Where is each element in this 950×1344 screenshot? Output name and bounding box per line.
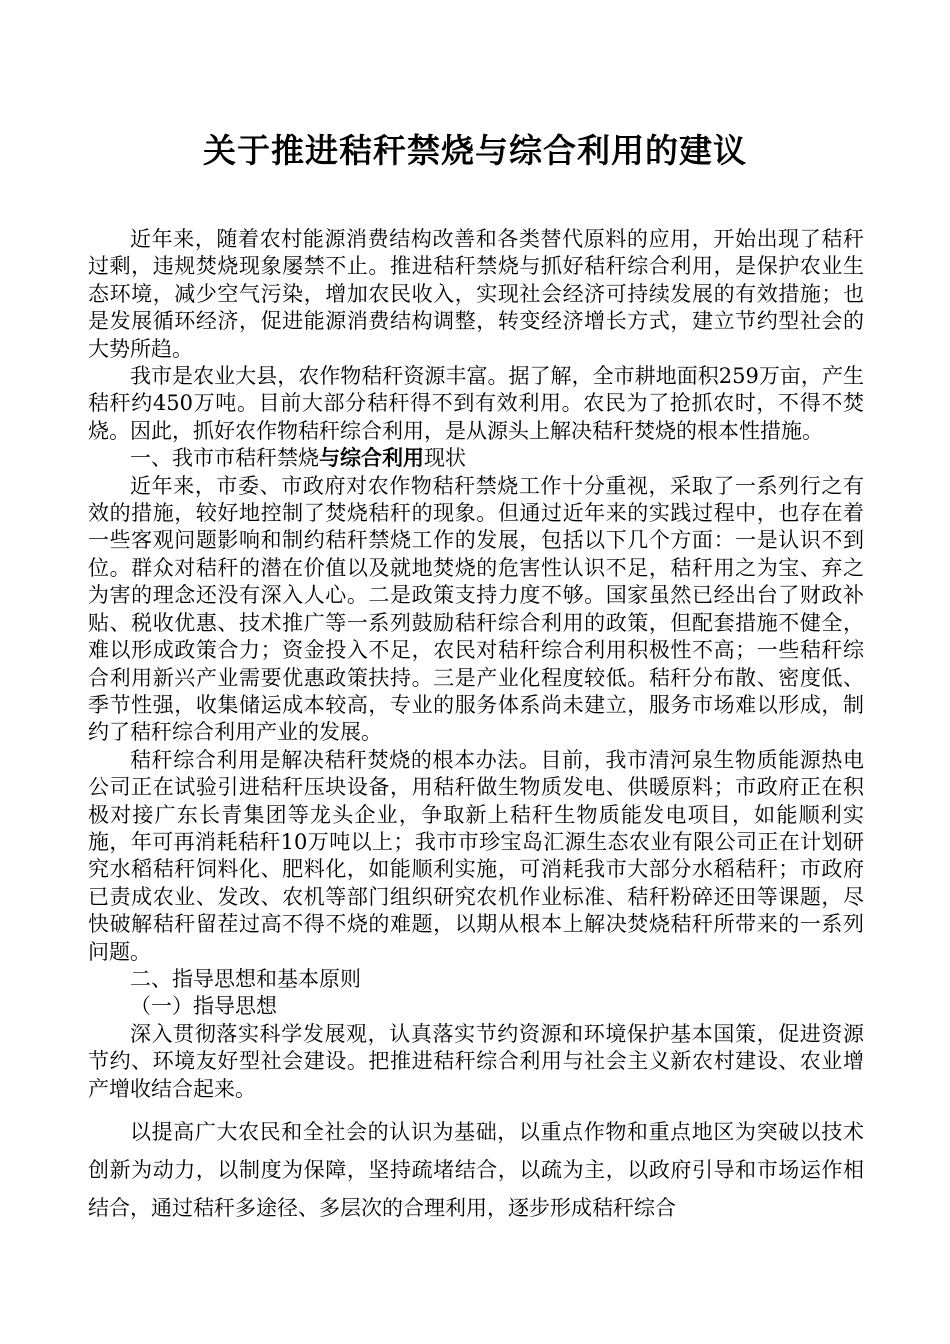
heading-text-part: 现状 xyxy=(424,446,466,471)
section-heading-principles: 二、指导思想和基本原则 xyxy=(130,966,361,991)
paragraph-comprehensive-use: 秸秆综合利用是解决秸秆焚烧的根本办法。目前，我市清河泉生物质能源热电公司正在试验引进秸秆压块设备，用秸秆做生物质发电、供暖原料；市政府正在积极对接广东长青集团等龙头企业，争取新上秸秆生物质能发电项目，如能顺利实施，年可再消耗秸秆10万吨以上；我市市珍宝岛汇源生态农业有限公司正在计划研究水稻秸秆饲料化、肥料化，如能顺利实施，可消耗我市大部分水稻秸秆；市政府已责成农业、发改、农机等部门组织研究农机作业标准、秸秆粉碎还田等课题，尽快破解秸秆留茬过高不得不烧的难题，以期从根本上解决焚烧秸秆所带来的一系列问题。 xyxy=(88,747,864,964)
document-body xyxy=(88,226,864,1227)
heading-bold-part: 与综合利用 xyxy=(319,446,424,471)
paragraph-current-status: 近年来，市委、市政府对农作物秸秆禁烧工作十分重视，采取了一系列行之有效的措施，较好地控制了焚烧秸秆的现象。但通过近年来的实践过程中，也存在着一些客观问题影响和制约秸秆禁烧工作的发展，包括以下几个方面：一是认识不到位。群众对秸秆的潜在价值以及就地焚烧的危害性认识不足，秸秆用之为宝、弃之为害的理念还没有深入人心。二是政策支持力度不够。国家虽然已经出台了财政补贴、税收优惠、技术推广等一系列鼓励秸秆综合利用的政策，但配套措施不健全，难以形成政策合力；资金投入不足，农民对秸秆综合利用积极性不高；一些秸秆综合利用新兴产业需要优惠政策扶持。三是产业化程度较低。秸秆分布散、密度低、季节性强，收集储运成本较高，专业的服务体系尚未建立，服务市场难以形成，制约了秸秆综合利用产业的发展。 xyxy=(88,473,864,745)
heading-text-part: 一、我市市秸秆禁烧 xyxy=(130,446,319,471)
paragraph-basis: 以提高广大农民和全社会的认识为基础，以重点作物和重点地区为突破以技术创新为动力，以制度为保障，坚持疏堵结合，以疏为主，以政府引导和市场运作相结合，通过秸秆多途径、多层次的合理利用，逐步形成秸秆综合 xyxy=(88,1120,864,1220)
paragraph-intro: 近年来，随着农村能源消费结构改善和各类替代原料的应用，开始出现了秸秆过剩，违规焚烧现象屡禁不止。推进秸秆禁烧与抓好秸秆综合利用，是保护农业生态环境，减少空气污染，增加农民收入，实现社会经济可持续发展的有效措施；也是发展循环经济，促进能源消费结构调整，转变经济增长方式，建立节约型社会的大势所趋。 xyxy=(88,227,864,361)
section-heading-status xyxy=(88,445,864,472)
subsection-heading-guiding: （一）指导思想 xyxy=(130,994,277,1019)
document-title: 关于推进秸秆禁烧与综合利用的建议 xyxy=(203,131,747,170)
paragraph-city-overview: 我市是农业大县，农作物秸秆资源丰富。据了解，全市耕地面积259万亩，产生秸秆约450万吨。目前大部分秸秆得不到有效利用。农民为了抢抓农时，不得不焚烧。因此，抓好农作物秸秆综合利用，是从源头上解决秸秆焚烧的根本性措施。 xyxy=(88,364,864,443)
paragraph-guiding-ideology: 深入贯彻落实科学发展观，认真落实节约资源和环境保护基本国策，促进资源节约、环境友好型社会建设。把推进秸秆综合利用与社会主义新农村建设、农业增产增收结合起来。 xyxy=(88,1021,864,1101)
